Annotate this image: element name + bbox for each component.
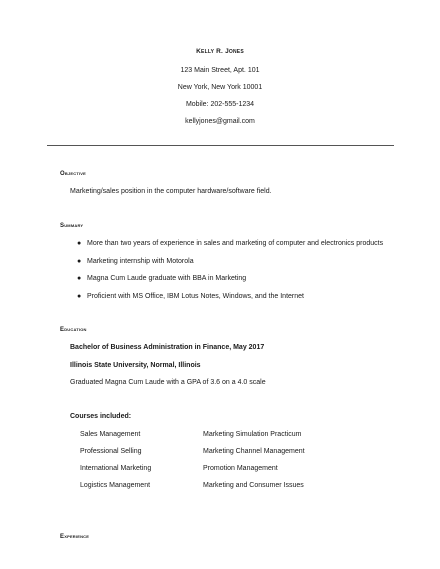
degree-line: Bachelor of Business Administration in Finance, May 2017 bbox=[70, 344, 265, 351]
summary-item: Magna Cum Laude graduate with BBA in Marketing bbox=[87, 275, 247, 282]
courses-label: Courses included: bbox=[70, 413, 132, 420]
bullet-icon: ● bbox=[77, 240, 82, 247]
bullet-icon: ● bbox=[77, 258, 82, 265]
email-line: kellyjones@gmail.com bbox=[185, 118, 255, 125]
course-item: Sales Management bbox=[80, 431, 141, 438]
city-line: New York, New York 10001 bbox=[177, 84, 263, 91]
candidate-name: Kelly R. Jones bbox=[196, 48, 244, 55]
honors-line: Graduated Magna Cum Laude with a GPA of 3.6 on a 4.0 scale bbox=[70, 379, 266, 386]
course-item: Logistics Management bbox=[80, 482, 151, 489]
experience-heading: Experience bbox=[60, 534, 90, 540]
summary-item: Marketing internship with Motorola bbox=[87, 258, 194, 265]
course-item: Marketing Simulation Practicum bbox=[203, 431, 302, 438]
course-item: International Marketing bbox=[80, 465, 152, 472]
objective-heading: Objective bbox=[60, 171, 87, 177]
header-divider bbox=[47, 145, 394, 146]
phone-line: Mobile: 202-555-1234 bbox=[185, 101, 255, 108]
address-line: 123 Main Street, Apt. 101 bbox=[180, 67, 260, 74]
education-heading: Education bbox=[60, 327, 87, 333]
summary-heading: Summary bbox=[60, 223, 84, 229]
bullet-icon: ● bbox=[77, 275, 82, 282]
course-item: Promotion Management bbox=[203, 465, 278, 472]
objective-text: Marketing/sales position in the computer hardware/software field. bbox=[70, 188, 272, 195]
summary-item: More than two years of experience in sales and marketing of computer and electronics products bbox=[87, 240, 384, 247]
course-item: Professional Selling bbox=[80, 448, 142, 455]
course-item: Marketing and Consumer Issues bbox=[203, 482, 304, 489]
school-line: Illinois State University, Normal, Illinois bbox=[70, 362, 201, 369]
bullet-icon: ● bbox=[77, 293, 82, 300]
course-item: Marketing Channel Management bbox=[203, 448, 305, 455]
summary-item: Proficient with MS Office, IBM Lotus Notes, Windows, and the Internet bbox=[87, 293, 304, 300]
